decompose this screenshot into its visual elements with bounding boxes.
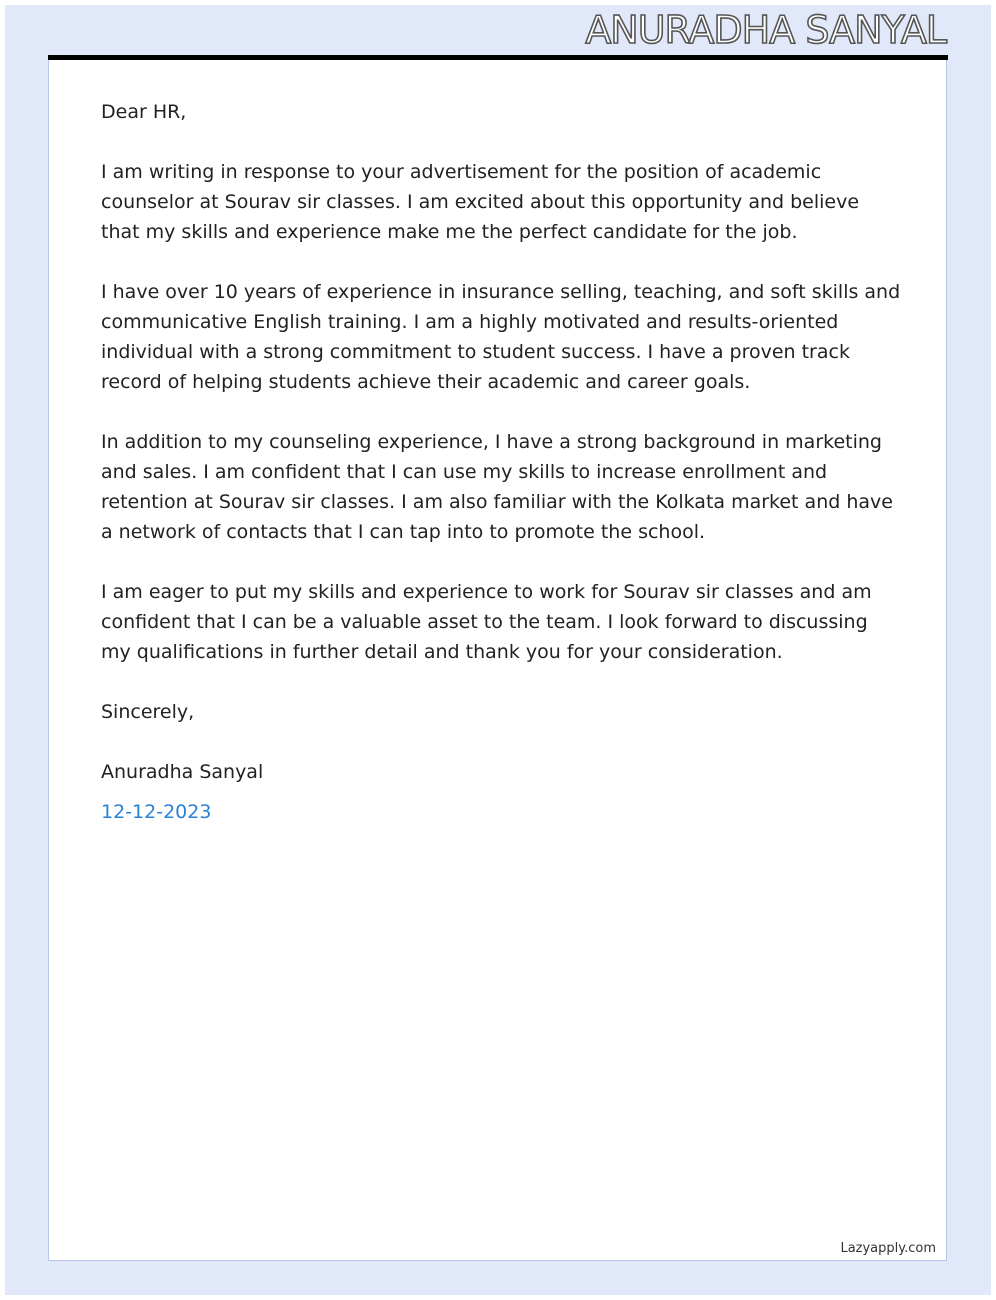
paragraph-1: I am writing in response to your advertisement for the position of academic counselor at Sourav sir classes. I am excited about this opportunity and believe that my skills and experience make me the perfect candidate for the job. <box>101 161 860 243</box>
applicant-name-header: ANURADHA SANYAL <box>585 8 946 52</box>
paragraph-3: In addition to my counseling experience, I have a strong background in marketing and sales. I am confident that I can use my skills to increase enrollment and retention at Sourav sir classes. I am also familiar with the Kolkata market and have a network of contacts that I can tap into to promote the school. <box>101 431 893 543</box>
closing: Sincerely, <box>101 701 195 723</box>
salutation: Dear HR, <box>101 101 187 123</box>
letter-body <box>101 97 901 857</box>
footer-brand: Lazyapply.com <box>840 1241 936 1256</box>
signature-name: Anuradha Sanyal <box>101 761 264 783</box>
letter-page <box>48 60 947 1261</box>
paragraph-4: I am eager to put my skills and experience to work for Sourav sir classes and am confident that I can be a valuable asset to the team. I look forward to discussing my qualifications in further detail and thank you for your consideration. <box>101 581 872 663</box>
paragraph-2: I have over 10 years of experience in insurance selling, teaching, and soft skills and communicative English training. I am a highly motivated and results-oriented individual with a strong commitment to student success. I have a proven track record of helping students achieve their academic and career goals. <box>101 281 901 393</box>
letter-date: 12-12-2023 <box>101 801 212 823</box>
